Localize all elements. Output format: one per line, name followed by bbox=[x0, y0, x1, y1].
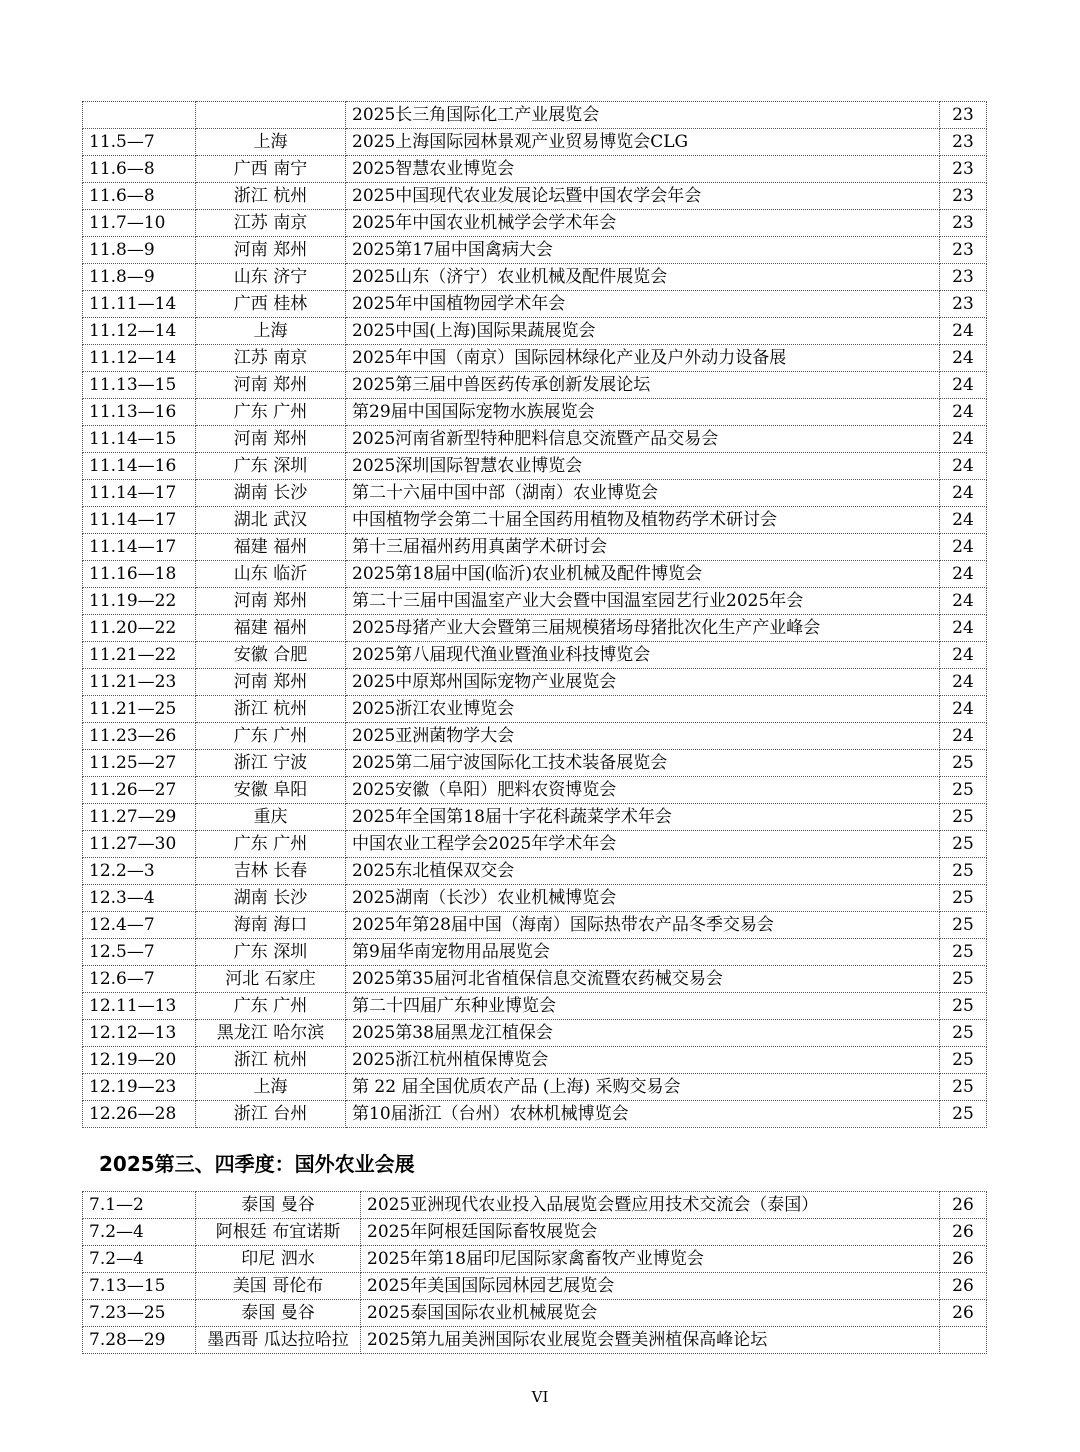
table-row bbox=[83, 1219, 987, 1246]
event-name-cell: 2025第二届宁波国际化工技术装备展览会 bbox=[346, 750, 940, 777]
event-date-cell: 11.7—10 bbox=[83, 210, 196, 237]
event-place-cell: 广东 深圳 bbox=[196, 939, 346, 966]
event-place-cell: 印尼 泗水 bbox=[196, 1246, 361, 1273]
table-row bbox=[83, 912, 987, 939]
event-date-cell: 11.12—14 bbox=[83, 318, 196, 345]
event-name-cell: 2025年中国（南京）国际园林绿化产业及户外动力设备展 bbox=[346, 345, 940, 372]
event-page-cell: 26 bbox=[940, 1219, 987, 1246]
table-row bbox=[83, 696, 987, 723]
table-row bbox=[83, 669, 987, 696]
event-name-cell: 2025深圳国际智慧农业博览会 bbox=[346, 453, 940, 480]
event-page-cell: 25 bbox=[940, 777, 987, 804]
event-date-cell: 11.21—23 bbox=[83, 669, 196, 696]
event-page-cell: 25 bbox=[940, 1020, 987, 1047]
table-row bbox=[83, 183, 987, 210]
table-row bbox=[83, 534, 987, 561]
event-name-cell: 中国农业工程学会2025年学术年会 bbox=[346, 831, 940, 858]
event-name-cell: 2025安徽（阜阳）肥料农资博览会 bbox=[346, 777, 940, 804]
event-date-cell: 12.3—4 bbox=[83, 885, 196, 912]
table-row bbox=[83, 426, 987, 453]
event-place-cell: 墨西哥 瓜达拉哈拉 bbox=[196, 1327, 361, 1354]
event-place-cell: 河北 石家庄 bbox=[196, 966, 346, 993]
event-page-cell: 24 bbox=[940, 723, 987, 750]
table-row bbox=[83, 642, 987, 669]
event-place-cell: 湖南 长沙 bbox=[196, 885, 346, 912]
event-name-cell: 第二十六届中国中部（湖南）农业博览会 bbox=[346, 480, 940, 507]
event-date-cell bbox=[83, 102, 196, 129]
event-page-cell: 23 bbox=[940, 210, 987, 237]
event-name-cell: 2025浙江农业博览会 bbox=[346, 696, 940, 723]
event-date-cell: 11.14—17 bbox=[83, 507, 196, 534]
domestic-events-table bbox=[82, 101, 987, 1128]
event-date-cell: 7.1—2 bbox=[83, 1192, 196, 1219]
event-date-cell: 7.28—29 bbox=[83, 1327, 196, 1354]
event-name-cell: 2025第三届中兽医药传承创新发展论坛 bbox=[346, 372, 940, 399]
event-place-cell: 浙江 宁波 bbox=[196, 750, 346, 777]
event-name-cell: 2025湖南（长沙）农业机械博览会 bbox=[346, 885, 940, 912]
table-row bbox=[83, 1273, 987, 1300]
event-name-cell: 2025年中国农业机械学会学术年会 bbox=[346, 210, 940, 237]
event-date-cell: 12.4—7 bbox=[83, 912, 196, 939]
event-page-cell: 24 bbox=[940, 696, 987, 723]
event-place-cell: 浙江 杭州 bbox=[196, 183, 346, 210]
event-page-cell: 25 bbox=[940, 858, 987, 885]
event-place-cell: 河南 郑州 bbox=[196, 372, 346, 399]
event-page-cell: 25 bbox=[940, 750, 987, 777]
event-page-cell: 24 bbox=[940, 534, 987, 561]
event-place-cell: 广东 广州 bbox=[196, 831, 346, 858]
event-page-cell: 24 bbox=[940, 345, 987, 372]
event-name-cell: 2025第九届美洲国际农业展览会暨美洲植保高峰论坛 bbox=[361, 1327, 940, 1354]
table-row bbox=[83, 264, 987, 291]
event-page-cell: 24 bbox=[940, 318, 987, 345]
event-page-cell: 26 bbox=[940, 1273, 987, 1300]
event-place-cell: 美国 哥伦布 bbox=[196, 1273, 361, 1300]
table-row bbox=[83, 1101, 987, 1128]
event-name-cell: 2025泰国国际农业机械展览会 bbox=[361, 1300, 940, 1327]
event-date-cell: 11.27—30 bbox=[83, 831, 196, 858]
table-row bbox=[83, 723, 987, 750]
event-place-cell: 浙江 杭州 bbox=[196, 1047, 346, 1074]
event-place-cell: 浙江 杭州 bbox=[196, 696, 346, 723]
event-name-cell: 第二十四届广东种业博览会 bbox=[346, 993, 940, 1020]
event-date-cell: 12.19—20 bbox=[83, 1047, 196, 1074]
overseas-events-table bbox=[82, 1191, 987, 1354]
event-name-cell: 2025长三角国际化工产业展览会 bbox=[346, 102, 940, 129]
event-date-cell: 11.14—17 bbox=[83, 480, 196, 507]
event-date-cell: 11.6—8 bbox=[83, 183, 196, 210]
page-number: VI bbox=[531, 1388, 549, 1406]
event-name-cell: 第 22 届全国优质农产品 (上海) 采购交易会 bbox=[346, 1074, 940, 1101]
event-place-cell: 湖南 长沙 bbox=[196, 480, 346, 507]
event-date-cell: 12.12—13 bbox=[83, 1020, 196, 1047]
event-page-cell bbox=[940, 1327, 987, 1354]
event-date-cell: 12.19—23 bbox=[83, 1074, 196, 1101]
table-row bbox=[83, 588, 987, 615]
event-page-cell: 26 bbox=[940, 1300, 987, 1327]
event-page-cell: 24 bbox=[940, 507, 987, 534]
event-place-cell: 广东 广州 bbox=[196, 399, 346, 426]
event-page-cell: 26 bbox=[940, 1246, 987, 1273]
event-page-cell: 25 bbox=[940, 831, 987, 858]
event-page-cell: 24 bbox=[940, 669, 987, 696]
table-row bbox=[83, 561, 987, 588]
event-date-cell: 11.11—14 bbox=[83, 291, 196, 318]
event-place-cell: 广西 桂林 bbox=[196, 291, 346, 318]
event-place-cell: 广东 深圳 bbox=[196, 453, 346, 480]
event-page-cell: 24 bbox=[940, 399, 987, 426]
event-place-cell: 福建 福州 bbox=[196, 615, 346, 642]
event-page-cell: 23 bbox=[940, 291, 987, 318]
event-place-cell: 吉林 长春 bbox=[196, 858, 346, 885]
event-name-cell: 2025山东（济宁）农业机械及配件展览会 bbox=[346, 264, 940, 291]
event-date-cell: 12.2—3 bbox=[83, 858, 196, 885]
event-page-cell: 24 bbox=[940, 480, 987, 507]
event-page-cell: 26 bbox=[940, 1192, 987, 1219]
event-page-cell: 25 bbox=[940, 939, 987, 966]
event-place-cell: 河南 郑州 bbox=[196, 237, 346, 264]
event-page-cell: 24 bbox=[940, 588, 987, 615]
event-place-cell: 重庆 bbox=[196, 804, 346, 831]
event-place-cell: 泰国 曼谷 bbox=[196, 1192, 361, 1219]
event-name-cell: 2025河南省新型特种肥料信息交流暨产品交易会 bbox=[346, 426, 940, 453]
event-place-cell: 安徽 阜阳 bbox=[196, 777, 346, 804]
event-date-cell: 11.20—22 bbox=[83, 615, 196, 642]
event-name-cell: 第十三届福州药用真菌学术研讨会 bbox=[346, 534, 940, 561]
event-place-cell: 上海 bbox=[196, 1074, 346, 1101]
event-name-cell: 2025第38届黑龙江植保会 bbox=[346, 1020, 940, 1047]
table-row bbox=[83, 237, 987, 264]
table-row bbox=[83, 1246, 987, 1273]
event-date-cell: 11.12—14 bbox=[83, 345, 196, 372]
event-name-cell: 2025第18届中国(临沂)农业机械及配件博览会 bbox=[346, 561, 940, 588]
table-row bbox=[83, 777, 987, 804]
event-date-cell: 11.23—26 bbox=[83, 723, 196, 750]
event-page-cell: 25 bbox=[940, 804, 987, 831]
event-date-cell: 11.14—16 bbox=[83, 453, 196, 480]
event-name-cell: 2025亚洲菌物学大会 bbox=[346, 723, 940, 750]
event-date-cell: 11.26—27 bbox=[83, 777, 196, 804]
event-date-cell: 11.5—7 bbox=[83, 129, 196, 156]
event-place-cell: 安徽 合肥 bbox=[196, 642, 346, 669]
table-row bbox=[83, 372, 987, 399]
event-date-cell: 12.11—13 bbox=[83, 993, 196, 1020]
event-place-cell: 山东 临沂 bbox=[196, 561, 346, 588]
table-row bbox=[83, 291, 987, 318]
table-row bbox=[83, 345, 987, 372]
event-page-cell: 24 bbox=[940, 561, 987, 588]
table-row bbox=[83, 885, 987, 912]
event-name-cell: 2025浙江杭州植保博览会 bbox=[346, 1047, 940, 1074]
table-row bbox=[83, 318, 987, 345]
event-page-cell: 23 bbox=[940, 129, 987, 156]
event-page-cell: 25 bbox=[940, 1047, 987, 1074]
event-page-cell: 25 bbox=[940, 966, 987, 993]
event-name-cell: 2025母猪产业大会暨第三届规模猪场母猪批次化生产产业峰会 bbox=[346, 615, 940, 642]
event-name-cell: 2025第八届现代渔业暨渔业科技博览会 bbox=[346, 642, 940, 669]
table-row bbox=[83, 102, 987, 129]
event-name-cell: 2025年全国第18届十字花科蔬菜学术年会 bbox=[346, 804, 940, 831]
event-name-cell: 2025年阿根廷国际畜牧展览会 bbox=[361, 1219, 940, 1246]
event-name-cell: 2025年美国国际园林园艺展览会 bbox=[361, 1273, 940, 1300]
event-place-cell: 浙江 台州 bbox=[196, 1101, 346, 1128]
event-place-cell bbox=[196, 102, 346, 129]
event-place-cell: 上海 bbox=[196, 129, 346, 156]
event-date-cell: 11.6—8 bbox=[83, 156, 196, 183]
event-page-cell: 23 bbox=[940, 183, 987, 210]
event-name-cell: 2025中原郑州国际宠物产业展览会 bbox=[346, 669, 940, 696]
table-row bbox=[83, 1300, 987, 1327]
table-row bbox=[83, 966, 987, 993]
table-row bbox=[83, 993, 987, 1020]
event-name-cell: 第29届中国国际宠物水族展览会 bbox=[346, 399, 940, 426]
table-row bbox=[83, 831, 987, 858]
event-page-cell: 24 bbox=[940, 453, 987, 480]
table-row bbox=[83, 480, 987, 507]
event-place-cell: 黑龙江 哈尔滨 bbox=[196, 1020, 346, 1047]
event-page-cell: 23 bbox=[940, 102, 987, 129]
table-row bbox=[83, 507, 987, 534]
event-page-cell: 25 bbox=[940, 885, 987, 912]
event-date-cell: 7.2—4 bbox=[83, 1219, 196, 1246]
event-date-cell: 11.21—22 bbox=[83, 642, 196, 669]
event-place-cell: 上海 bbox=[196, 318, 346, 345]
table-row bbox=[83, 939, 987, 966]
event-date-cell: 11.14—15 bbox=[83, 426, 196, 453]
event-name-cell: 2025年第28届中国（海南）国际热带农产品冬季交易会 bbox=[346, 912, 940, 939]
table-row bbox=[83, 1327, 987, 1354]
event-name-cell: 2025年中国植物园学术年会 bbox=[346, 291, 940, 318]
table-row bbox=[83, 1074, 987, 1101]
event-page-cell: 23 bbox=[940, 156, 987, 183]
table-row bbox=[83, 129, 987, 156]
event-name-cell: 中国植物学会第二十届全国药用植物及植物药学术研讨会 bbox=[346, 507, 940, 534]
event-name-cell: 第10届浙江（台州）农林机械博览会 bbox=[346, 1101, 940, 1128]
event-page-cell: 25 bbox=[940, 912, 987, 939]
event-date-cell: 11.13—15 bbox=[83, 372, 196, 399]
table-row bbox=[83, 453, 987, 480]
table-row bbox=[83, 1192, 987, 1219]
domestic-events-body bbox=[83, 102, 987, 1128]
table-row bbox=[83, 858, 987, 885]
overseas-events-body bbox=[83, 1192, 987, 1354]
table-row bbox=[83, 1047, 987, 1074]
event-date-cell: 7.23—25 bbox=[83, 1300, 196, 1327]
event-place-cell: 河南 郑州 bbox=[196, 426, 346, 453]
event-place-cell: 泰国 曼谷 bbox=[196, 1300, 361, 1327]
event-place-cell: 广西 南宁 bbox=[196, 156, 346, 183]
table-row bbox=[83, 1020, 987, 1047]
event-page-cell: 24 bbox=[940, 426, 987, 453]
table-row bbox=[83, 210, 987, 237]
section-heading: 2025第三、四季度：国外农业会展 bbox=[99, 1152, 415, 1176]
event-page-cell: 24 bbox=[940, 615, 987, 642]
event-date-cell: 11.16—18 bbox=[83, 561, 196, 588]
table-row bbox=[83, 804, 987, 831]
event-name-cell: 2025中国(上海)国际果蔬展览会 bbox=[346, 318, 940, 345]
event-name-cell: 2025年第18届印尼国际家禽畜牧产业博览会 bbox=[361, 1246, 940, 1273]
event-name-cell: 2025智慧农业博览会 bbox=[346, 156, 940, 183]
event-place-cell: 广东 广州 bbox=[196, 993, 346, 1020]
event-name-cell: 2025第35届河北省植保信息交流暨农药械交易会 bbox=[346, 966, 940, 993]
event-page-cell: 23 bbox=[940, 264, 987, 291]
event-name-cell: 2025上海国际园林景观产业贸易博览会CLG bbox=[346, 129, 940, 156]
event-page-cell: 25 bbox=[940, 1074, 987, 1101]
event-page-cell: 23 bbox=[940, 237, 987, 264]
event-page-cell: 25 bbox=[940, 993, 987, 1020]
event-date-cell: 11.14—17 bbox=[83, 534, 196, 561]
event-date-cell: 7.2—4 bbox=[83, 1246, 196, 1273]
event-name-cell: 2025中国现代农业发展论坛暨中国农学会年会 bbox=[346, 183, 940, 210]
event-date-cell: 11.13—16 bbox=[83, 399, 196, 426]
event-date-cell: 11.27—29 bbox=[83, 804, 196, 831]
event-place-cell: 江苏 南京 bbox=[196, 345, 346, 372]
event-page-cell: 25 bbox=[940, 1101, 987, 1128]
event-place-cell: 湖北 武汉 bbox=[196, 507, 346, 534]
event-name-cell: 2025第17届中国禽病大会 bbox=[346, 237, 940, 264]
event-place-cell: 阿根廷 布宜诺斯 bbox=[196, 1219, 361, 1246]
event-date-cell: 12.5—7 bbox=[83, 939, 196, 966]
event-place-cell: 河南 郑州 bbox=[196, 588, 346, 615]
event-page-cell: 24 bbox=[940, 372, 987, 399]
event-date-cell: 11.25—27 bbox=[83, 750, 196, 777]
event-name-cell: 第9届华南宠物用品展览会 bbox=[346, 939, 940, 966]
event-name-cell: 第二十三届中国温室产业大会暨中国温室园艺行业2025年会 bbox=[346, 588, 940, 615]
event-place-cell: 福建 福州 bbox=[196, 534, 346, 561]
event-date-cell: 11.19—22 bbox=[83, 588, 196, 615]
table-row bbox=[83, 615, 987, 642]
event-name-cell: 2025东北植保双交会 bbox=[346, 858, 940, 885]
table-row bbox=[83, 750, 987, 777]
event-date-cell: 11.8—9 bbox=[83, 264, 196, 291]
event-name-cell: 2025亚洲现代农业投入品展览会暨应用技术交流会（泰国） bbox=[361, 1192, 940, 1219]
event-date-cell: 11.8—9 bbox=[83, 237, 196, 264]
event-place-cell: 河南 郑州 bbox=[196, 669, 346, 696]
event-place-cell: 广东 广州 bbox=[196, 723, 346, 750]
event-date-cell: 7.13—15 bbox=[83, 1273, 196, 1300]
table-row bbox=[83, 156, 987, 183]
event-place-cell: 海南 海口 bbox=[196, 912, 346, 939]
event-place-cell: 江苏 南京 bbox=[196, 210, 346, 237]
event-place-cell: 山东 济宁 bbox=[196, 264, 346, 291]
event-date-cell: 11.21—25 bbox=[83, 696, 196, 723]
event-date-cell: 12.26—28 bbox=[83, 1101, 196, 1128]
table-row bbox=[83, 399, 987, 426]
event-page-cell: 24 bbox=[940, 642, 987, 669]
event-date-cell: 12.6—7 bbox=[83, 966, 196, 993]
